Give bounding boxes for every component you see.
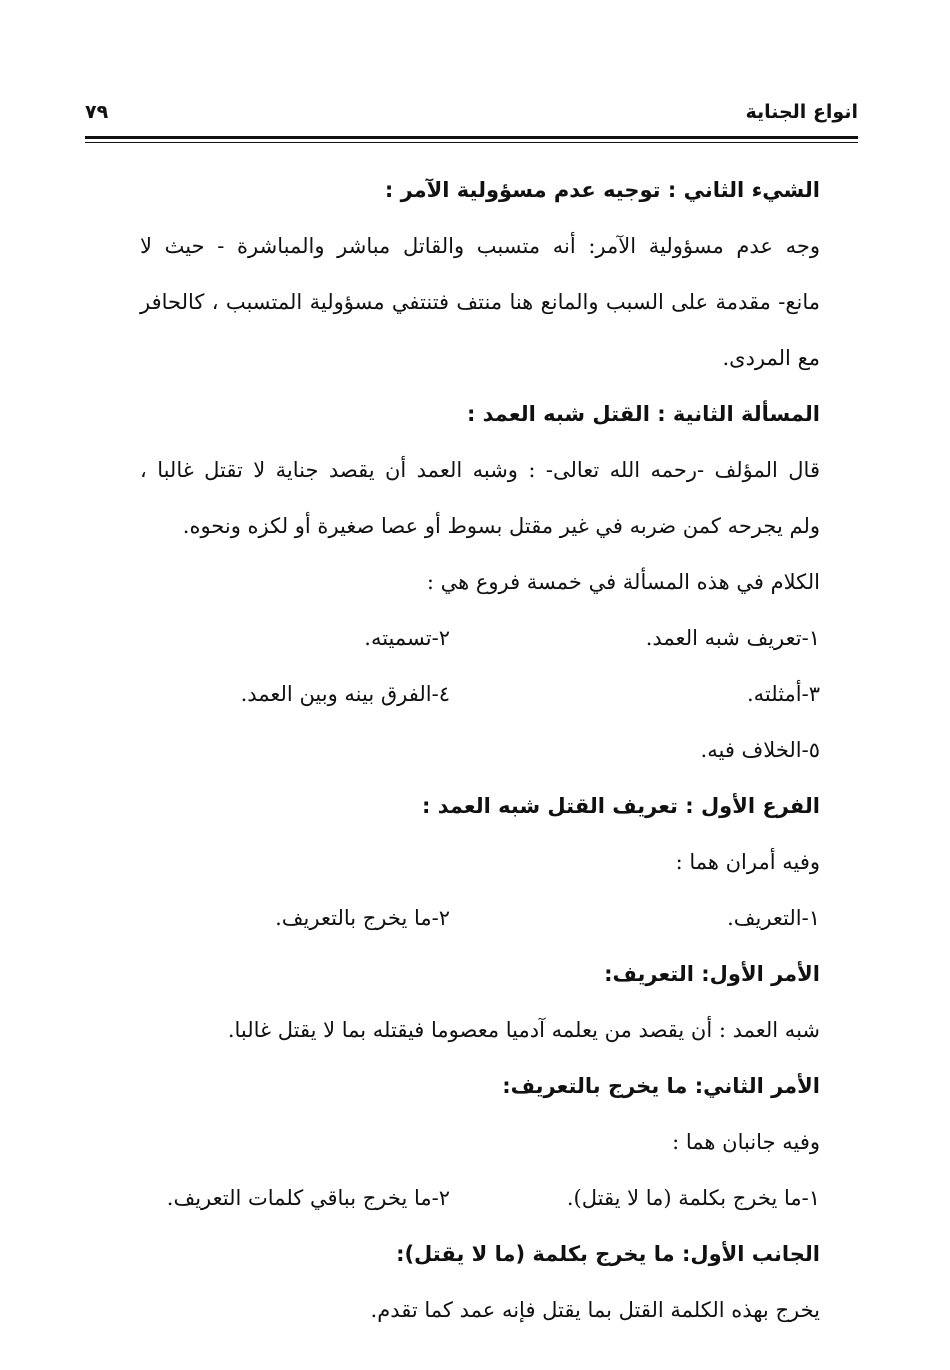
list-row [140, 890, 820, 946]
list-item: ٣-أمثلته. [746, 682, 820, 706]
paragraph-line: الكلام في هذه المسألة في خمسة فروع هي : [426, 570, 820, 594]
paragraph-line: يخرج بهذه الكلمة القتل بما يقتل فإنه عمد كما تقدم. [370, 1298, 820, 1322]
list-row [140, 666, 820, 722]
list-row [140, 610, 820, 666]
paragraph-line: مع المردى. [722, 346, 820, 370]
header-rule-thin [85, 142, 858, 143]
section-heading: المسألة الثانية : القتل شبه العمد : [466, 402, 820, 426]
subheading: الشيء الثاني : توجيه عدم مسؤولية الآمر : [384, 178, 820, 202]
header-title: انواع الجناية [745, 101, 858, 123]
paragraph-line: وجه عدم مسؤولية الآمر: أنه متسبب والقاتل مباشر والمباشرة - حيث لا [140, 234, 820, 258]
list-item: ١-تعريف شبه العمد. [645, 626, 820, 650]
paragraph-line: وفيه أمران هما : [675, 850, 820, 874]
header-rule-thick [85, 136, 858, 139]
paragraph-line: ولم يجرحه كمن ضربه في غير مقتل بسوط أو عصا صغيرة أو لكزه ونحوه. [182, 514, 820, 538]
list-item: ٤-الفرق بينه وبين العمد. [240, 682, 450, 706]
list-item: ٢-ما يخرج بالتعريف. [275, 906, 450, 930]
running-header [85, 95, 858, 135]
paragraph-line: وفيه جانبان هما : [672, 1130, 820, 1154]
subheading: الأمر الثاني: ما يخرج بالتعريف: [502, 1074, 820, 1098]
list-row [140, 1170, 820, 1226]
list-item: ١-ما يخرج بكلمة (ما لا يقتل). [566, 1186, 820, 1210]
section-heading: الفرع الأول : تعريف القتل شبه العمد : [421, 794, 820, 818]
page-body [140, 162, 820, 1338]
paragraph-line: شبه العمد : أن يقصد من يعلمه آدميا معصوما فيقتله بما لا يقتل غالبا. [227, 1018, 820, 1042]
page-number: ٧٩ [85, 101, 109, 123]
list-item: ٥-الخلاف فيه. [700, 738, 820, 762]
list-item: ٢-ما يخرج بباقي كلمات التعريف. [166, 1186, 450, 1210]
paragraph-line: مانع- مقدمة على السبب والمانع هنا منتف فتنتفي مسؤولية المتسبب ، كالحافر [140, 290, 820, 314]
list-item: ١-التعريف. [727, 906, 820, 930]
paragraph-line: قال المؤلف -رحمه الله تعالى- : وشبه العمد أن يقصد جناية لا تقتل غالبا ، [140, 458, 820, 482]
subheading: الأمر الأول: التعريف: [604, 962, 820, 986]
subheading: الجانب الأول: ما يخرج بكلمة (ما لا يقتل): [396, 1242, 820, 1266]
list-item: ٢-تسميته. [364, 626, 450, 650]
